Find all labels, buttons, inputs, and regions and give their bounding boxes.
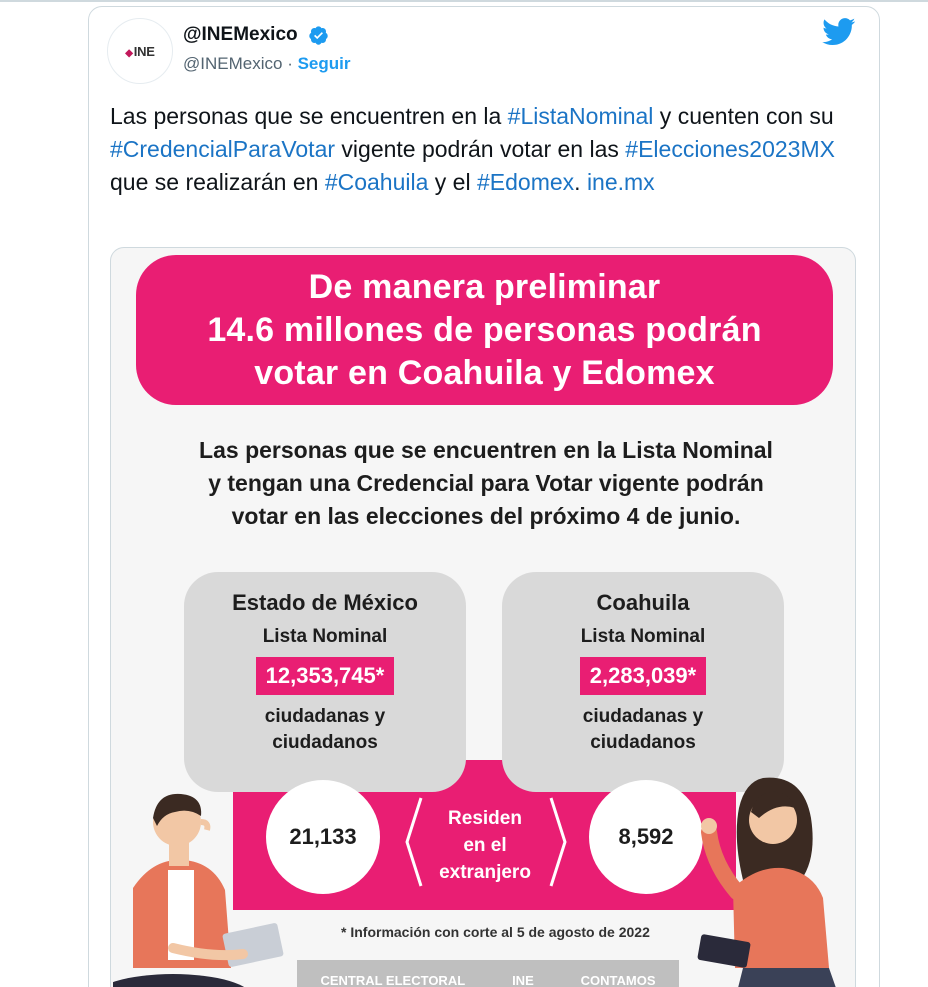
display-name[interactable]: @INEMexico (183, 24, 298, 45)
headline-line: 14.6 millones de personas podrán (207, 310, 762, 349)
citizens-line: ciudadanos (590, 732, 696, 753)
subtext-line: y tengan una Credencial para Votar vigente podrán (208, 470, 764, 496)
handle-row (183, 54, 351, 74)
follow-button[interactable]: Seguir (297, 54, 351, 73)
state-card-edomex (184, 572, 466, 792)
contamos-logo: CONTAMOS (580, 972, 656, 987)
avatar[interactable] (107, 18, 173, 84)
tweet-text-segment: Las personas que se encuentren en la (110, 103, 508, 129)
headline-line: De manera preliminar (308, 267, 661, 306)
tweet-text-segment: y cuenten con su (653, 103, 834, 129)
hashtag-edomex[interactable]: #Edomex (476, 169, 575, 195)
abroad-label-line: en el (463, 835, 507, 856)
ine-logo: ◆INE (125, 43, 155, 59)
verified-badge-icon (308, 25, 329, 46)
abroad-count-edomex: 21,133 (266, 780, 380, 894)
subtext-line: Las personas que se encuentren en la Lista Nominal (199, 437, 773, 463)
abroad-label-line: Residen (448, 808, 522, 829)
tweet-media-image[interactable] (110, 247, 856, 987)
lista-nominal-label: Lista Nominal (262, 626, 388, 647)
citizens-line: ciudadanos (272, 732, 378, 753)
twitter-bird-icon[interactable] (822, 18, 856, 46)
lista-nominal-value: 2,283,039* (580, 657, 706, 695)
central-electoral-logo: CENTRAL ELECTORAL (320, 972, 466, 987)
tweet-text-segment: vigente podrán votar en las (335, 136, 626, 162)
tweet-text-segment: que se realizarán en (110, 169, 325, 195)
citizens-line: ciudadanas y (264, 706, 386, 727)
handle[interactable]: @INEMexico (183, 54, 283, 73)
citizens-label (184, 704, 466, 756)
separator-dot: · (287, 54, 293, 73)
abroad-count-coahuila: 8,592 (589, 780, 703, 894)
hashtag-listanominal[interactable]: #ListaNominal (507, 103, 654, 129)
tweet-text-segment: . (574, 169, 587, 195)
state-card-coahuila (502, 572, 784, 792)
citizens-label (502, 704, 784, 756)
hashtag-credencialparavotar[interactable]: #CredencialParaVotar (110, 136, 336, 162)
abroad-label-line: extranjero (439, 862, 531, 883)
man-with-laptop-illustration (113, 778, 303, 987)
subtext-line: votar en las elecciones del próximo 4 de junio. (231, 503, 741, 529)
infographic-headline (136, 255, 833, 405)
hashtag-elecciones2023mx[interactable]: #Elecciones2023MX (625, 136, 835, 162)
footer-logos (297, 960, 679, 987)
infographic-subtext (141, 434, 831, 533)
top-divider (0, 0, 928, 2)
chevron-right-icon (547, 794, 569, 890)
citizens-line: ciudadanas y (582, 706, 704, 727)
headline-line: votar en Coahuila y Edomex (254, 353, 715, 392)
hashtag-coahuila[interactable]: #Coahuila (324, 169, 429, 195)
state-name: Coahuila (596, 590, 690, 615)
chevron-left-icon (403, 794, 425, 890)
ine-footer-logo: INE (512, 972, 534, 987)
woman-with-tablet-illustration (673, 768, 856, 987)
footnote: * Información con corte al 5 de agosto de 2022 (341, 924, 650, 940)
lista-nominal-value: 12,353,745* (256, 657, 395, 695)
tweet-text-segment: y el (428, 169, 477, 195)
lista-nominal-label: Lista Nominal (580, 626, 706, 647)
link-ine-mx[interactable]: ine.mx (586, 169, 655, 195)
tweet-text (110, 100, 860, 199)
state-name: Estado de México (232, 590, 418, 615)
abroad-label (431, 805, 539, 886)
